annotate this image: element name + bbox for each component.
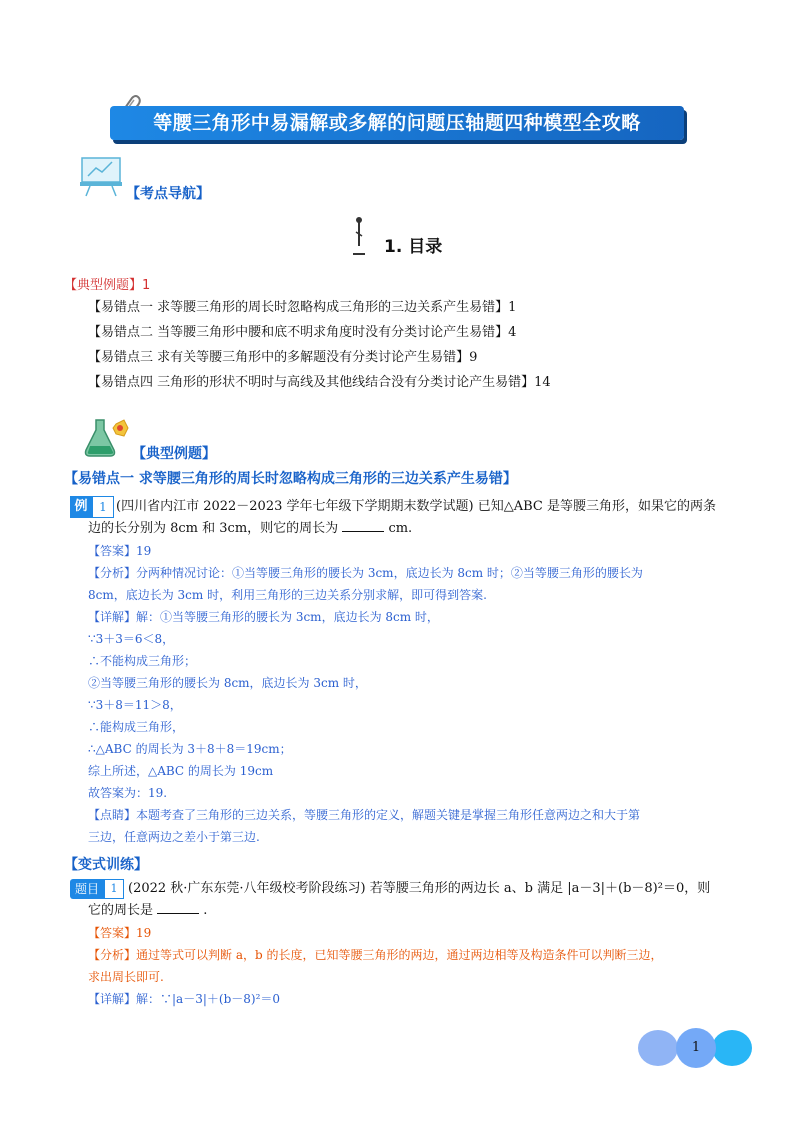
answer-tag: 【答案】 — [88, 544, 137, 558]
example-answer — [88, 540, 151, 562]
detail-line: 故答案为：19. — [88, 786, 168, 800]
detail-tag: 【详解】 — [88, 992, 137, 1006]
detail-line: ∵3＋3＝6＜8， — [88, 632, 175, 646]
detail-text: 解：①当等腰三角形的腰长为 3cm，底边长为 8cm 时， — [136, 610, 439, 624]
detail-line: ∴能构成三角形， — [88, 720, 185, 734]
toc-item[interactable]: 【易错点三 求有关等腰三角形中的多解题没有分类讨论产生易错】9 — [88, 350, 478, 365]
toc-item[interactable]: 【易错点四 三角形的形状不明时与高线及其他线结合没有分类讨论产生易错】14 — [88, 375, 551, 390]
analysis-text: 分两种情况讨论：①当等腰三角形的腰长为 3cm，底边长为 8cm 时；②当等腰三角形的腰长为 — [136, 566, 643, 580]
page-number: 1 — [691, 1040, 701, 1055]
presentation-board-icon — [78, 154, 126, 198]
exercise-number: 1 — [104, 879, 124, 899]
page-title: 等腰三角形中易漏解或多解的问题压轴题四种模型全攻略 — [153, 112, 641, 134]
variants-heading: 【变式训练】 — [64, 857, 148, 873]
answer-value: 19 — [136, 926, 152, 940]
exercise-analysis — [88, 944, 662, 966]
answer-blank — [342, 519, 384, 532]
example-question-line2 — [88, 518, 412, 540]
example-point — [88, 804, 640, 826]
answer-tag: 【答案】 — [88, 926, 137, 940]
detail-line: ②当等腰三角形的腰长为 8cm，底边长为 3cm 时， — [88, 676, 367, 690]
exercise-question-line2 — [88, 900, 207, 922]
topic-heading: 【易错点一 求等腰三角形的周长时忽略构成三角形的三边关系产生易错】 — [64, 471, 517, 487]
example-analysis — [88, 562, 643, 584]
analysis-text: 通过等式可以判断 a，b 的长度，已知等腰三角形的两边，通过两边相等及构造条件可以判断三边， — [136, 948, 663, 962]
toc-examples-link[interactable]: 【典型例题】1 — [64, 278, 151, 293]
nav-heading: 【考点导航】 — [126, 186, 210, 202]
exercise-question-line1: (2022 秋·广东东莞·八年级校考阶段练习) 若等腰三角形的两边长 a、b 满足 |a－3|＋(b－8)²＝0，则 — [128, 881, 711, 896]
exercise-detail — [88, 988, 280, 1010]
detail-line: ∵3＋8＝11＞8， — [88, 698, 182, 712]
exercise-label: 题目 — [70, 879, 104, 899]
exercise-analysis-cont: 求出周长即可. — [88, 970, 164, 984]
example-question-unit: cm. — [388, 521, 413, 536]
detail-line: 综上所述，△ABC 的周长为 19cm — [88, 764, 274, 778]
detail-tag: 【详解】 — [88, 610, 137, 624]
flask-icon — [80, 416, 130, 460]
page-indicator — [638, 1028, 758, 1068]
page-dot — [712, 1030, 752, 1066]
example-badge — [70, 496, 114, 518]
figure-icon — [350, 216, 368, 256]
example-detail — [88, 606, 439, 628]
point-text: 本题考查了三角形的三边关系，等腰三角形的定义，解题关键是掌握三角形任意两边之和大于第 — [136, 808, 641, 822]
answer-blank — [157, 901, 199, 914]
exercise-answer — [88, 922, 151, 944]
toc-heading: 1. 目录 — [384, 237, 443, 257]
analysis-tag: 【分析】 — [88, 948, 137, 962]
exercise-badge — [70, 879, 126, 899]
page-dot — [638, 1030, 678, 1066]
detail-line: ∴△ABC 的周长为 3＋8＋8＝19cm； — [88, 742, 292, 756]
detail-line: ∴不能构成三角形； — [88, 654, 197, 668]
exercise-question-end: . — [203, 903, 208, 918]
example-question-text: 边的长分别为 8cm 和 3cm，则它的周长为 — [88, 521, 339, 536]
exercise-question-text: 它的周长是 — [88, 903, 154, 918]
point-tag: 【点睛】 — [88, 808, 137, 822]
analysis-tag: 【分析】 — [88, 566, 137, 580]
answer-value: 19 — [136, 544, 152, 558]
example-point-cont: 三边，任意两边之差小于第三边. — [88, 830, 260, 844]
detail-text: 解：∵|a－3|＋(b－8)²＝0 — [136, 992, 281, 1006]
toc-item[interactable]: 【易错点二 当等腰三角形中腰和底不明求角度时没有分类讨论产生易错】4 — [88, 325, 517, 340]
examples-heading: 【典型例题】 — [132, 446, 216, 462]
example-question-line1: (四川省内江市 2022－2023 学年七年级下学期期末数学试题) 已知△ABC 是等腰三角形，如果它的两条 — [116, 499, 716, 514]
example-label: 例 — [70, 496, 92, 518]
example-analysis-cont: 8cm，底边长为 3cm 时，利用三角形的三边关系分别求解，即可得到答案. — [88, 588, 487, 602]
example-number: 1 — [92, 496, 114, 518]
toc-item[interactable]: 【易错点一 求等腰三角形的周长时忽略构成三角形的三边关系产生易错】1 — [88, 300, 517, 315]
